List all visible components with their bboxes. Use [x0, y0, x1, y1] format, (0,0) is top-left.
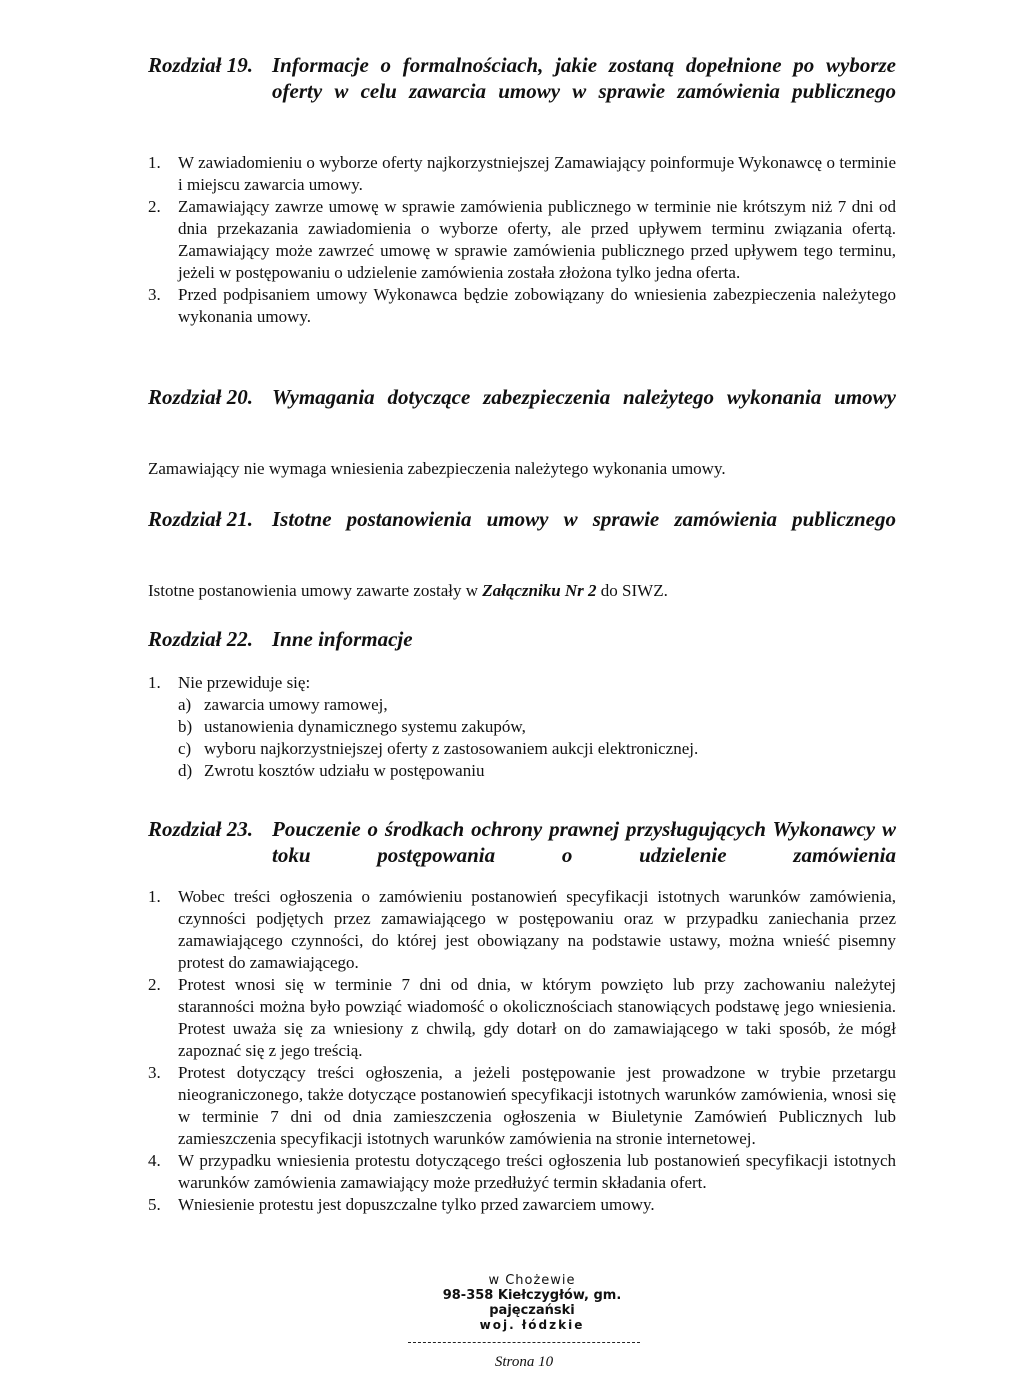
- item-text: Wniesienie protestu jest dopuszczalne tylko przed zawarciem umowy.: [178, 1195, 655, 1214]
- item-number: 2.: [148, 197, 161, 216]
- stamp-line-3: woj. łódzkie: [479, 1318, 585, 1332]
- chapter-23-heading: [148, 816, 896, 868]
- footer-divider: [408, 1342, 640, 1343]
- sub-item-letter: d): [178, 761, 193, 780]
- item-text: Nie przewiduje się:: [178, 673, 311, 692]
- item-number: 5.: [148, 1195, 161, 1214]
- chapter-title: Inne informacje: [272, 627, 413, 651]
- item-text: W zawiadomieniu o wyborze oferty najkorzystniejszej Zamawiający poinformuje Wykonawcę o terminie i miejscu zawarcia umowy.: [178, 153, 896, 194]
- chapter-19-list: [148, 152, 896, 328]
- chapter-title: Pouczenie o środkach ochrony prawnej przysługujących Wykonawcy w toku postępowania o udzielenie zamówienia: [272, 817, 896, 867]
- item-text: Protest dotyczący treści ogłoszenia, a jeżeli postępowanie jest prowadzone w trybie przetargu nieograniczonego, także dotyczące postanowień specyfikacji istotnych warunków zamówienia, wnosi się w terminie 7 dni od dnia zamieszczenia ogłoszenia w Biuletynie Zamówień Publicznych lub zamieszczenia specyfikacji istotnych warunków zamówienia na stronie internetowej.: [178, 1063, 896, 1148]
- page-number: Strona 10: [494, 1354, 554, 1370]
- chapter-19-heading: [148, 52, 896, 104]
- list-item: [148, 284, 896, 328]
- item-number: 1.: [148, 153, 161, 172]
- sub-item: [178, 738, 896, 760]
- chapter-20-text: Zamawiający nie wymaga wniesienia zabezpieczenia należytego wykonania umowy.: [148, 459, 726, 478]
- list-item: [148, 196, 896, 284]
- chapter-22-list: [148, 672, 896, 782]
- text-before: Istotne postanowienia umowy zawarte zostały w: [148, 581, 483, 600]
- item-number: 2.: [148, 975, 161, 994]
- chapter-21-heading: [148, 506, 896, 532]
- sub-item: [178, 716, 896, 738]
- office-stamp: [412, 1273, 652, 1333]
- chapter-number: Rozdział 20.: [148, 385, 254, 409]
- chapter-number: Rozdział 19.: [148, 53, 254, 77]
- item-number: 4.: [148, 1151, 161, 1170]
- list-item: [148, 886, 896, 974]
- chapter-number: Rozdział 23.: [148, 817, 254, 841]
- item-text: Protest wnosi się w terminie 7 dni od dnia, w którym powzięto lub przy zachowaniu należytej staranności można było powziąć wiadomość o okolicznościach stanowiących podstawę jego wniesienia. Protest uważa się za wniesiony z chwilą, gdy dotarł on do zamawiającego w taki sposób, że mógł zapoznać się z jego treścią.: [178, 975, 896, 1060]
- list-item: [148, 1194, 896, 1216]
- item-number: 1.: [148, 887, 161, 906]
- chapter-number: Rozdział 21.: [148, 507, 254, 531]
- chapter-22-heading: [148, 626, 896, 652]
- sub-item-letter: a): [178, 695, 192, 714]
- chapter-number: Rozdział 22.: [148, 627, 254, 651]
- item-text: Przed podpisaniem umowy Wykonawca będzie zobowiązany do wniesienia zabezpieczenia należytego wykonania umowy.: [178, 285, 896, 326]
- list-item: [148, 152, 896, 196]
- chapter-21-text: [148, 580, 668, 602]
- chapter-20-heading: [148, 384, 896, 410]
- attachment-reference: Załączniku Nr 2: [482, 581, 597, 600]
- chapter-title: Wymagania dotyczące zabezpieczenia należytego wykonania umowy: [272, 385, 896, 409]
- chapter-title: Informacje o formalnościach, jakie zostaną dopełnione po wyborze oferty w celu zawarcia umowy w sprawie zamówienia publicznego: [272, 53, 896, 103]
- item-text: Wobec treści ogłoszenia o zamówieniu postanowień specyfikacji istotnych warunków zamówienia, czynności podjętych przez zamawiającego w postępowaniu oraz w przypadku zaniechania przez zamawiającego czynności, do której jest obowiązany na podstawie ustawy, można wnieść pisemny protest do zamawiającego.: [178, 887, 896, 972]
- list-item: [148, 974, 896, 1062]
- item-text: Zamawiający zawrze umowę w sprawie zamówienia publicznego w terminie nie krótszym niż 7 dni od dnia przekazania zawiadomienia o wyborze oferty, ale przed upływem terminu związania ofertą. Zamawiający może zawrzeć umowę w sprawie zamówienia publicznego przed upływem tego terminu, jeżeli w postępowaniu o udzielenie zamówienia została złożona tylko jedna oferta.: [178, 197, 896, 282]
- item-number: 3.: [148, 1063, 161, 1082]
- sub-item: [178, 760, 896, 782]
- stamp-line-1: w Chożewie: [488, 1273, 576, 1288]
- list-item: [148, 672, 896, 782]
- item-number: 1.: [148, 673, 161, 692]
- sub-item-letter: c): [178, 739, 192, 758]
- chapter-23-list: [148, 886, 896, 1216]
- chapter-title: Istotne postanowienia umowy w sprawie zamówienia publicznego: [272, 507, 896, 531]
- item-number: 3.: [148, 285, 161, 304]
- list-item: [148, 1062, 896, 1150]
- sub-item: [178, 694, 896, 716]
- text-after: do SIWZ.: [596, 581, 668, 600]
- item-text: W przypadku wniesienia protestu dotyczącego treści ogłoszenia lub postanowień specyfikacji istotnych warunków zamówienia zamawiający może przedłużyć termin składania ofert.: [178, 1151, 896, 1192]
- sub-item-text: Zwrotu kosztów udziału w postępowaniu: [204, 761, 485, 780]
- sub-item-letter: b): [178, 717, 193, 736]
- sub-item-text: wyboru najkorzystniejszej oferty z zastosowaniem aukcji elektronicznej.: [204, 739, 699, 758]
- sub-list: [178, 694, 896, 782]
- list-item: [148, 1150, 896, 1194]
- sub-item-text: ustanowienia dynamicznego systemu zakupów,: [204, 717, 526, 736]
- stamp-line-2: 98-358 Kiełczygłów, gm. pajęczański: [442, 1288, 622, 1318]
- sub-item-text: zawarcia umowy ramowej,: [204, 695, 388, 714]
